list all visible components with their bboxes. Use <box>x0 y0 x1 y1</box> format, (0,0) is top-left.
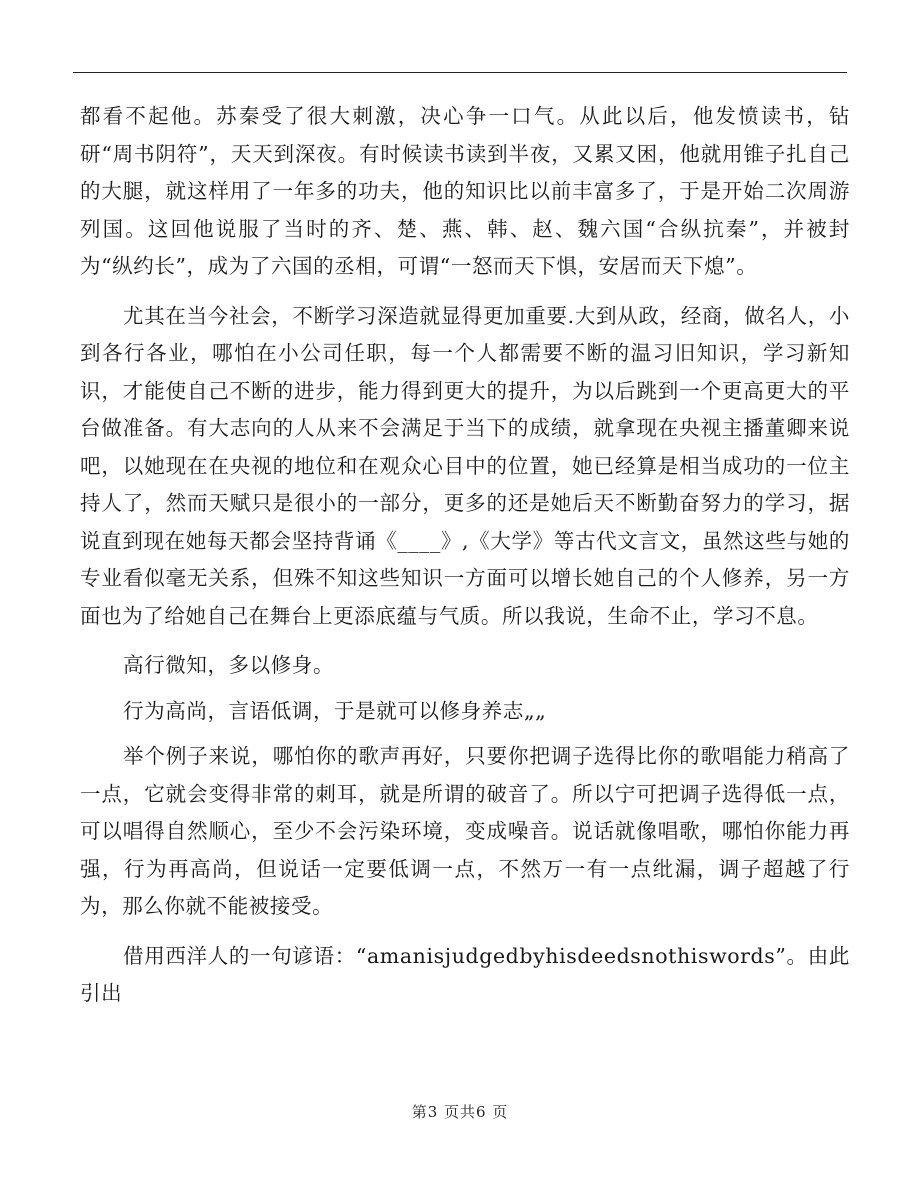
document-body <box>80 98 850 1013</box>
page-number: 第3 页共6 页 <box>411 1103 509 1121</box>
paragraph-proverb: 借用西洋人的一句谚语：“amanisjudgedbyhisdeedsnothiswords”。由此引出 <box>80 943 850 1005</box>
header-rule <box>73 72 847 73</box>
paragraph-su-qin-story: 都看不起他。苏秦受了很大刺激，决心争一口气。从此以后，他发愤读书，钻研“周书阴符”，天天到深夜。有时候读书读到半夜，又累又困，他就用锥子扎自己的大腿，就这样用了一年多的功夫，他的知识比以前丰富多了，于是开始二次周游列国。这回他说服了当时的齐、楚、燕、韩、赵、魏六国“合纵抗秦”，并被封为“纵约长”，成为了六国的丞相，可谓“一怒而天下惧，安居而天下熄”。 <box>80 104 850 278</box>
paragraph-singing-example: 举个例子来说，哪怕你的歌声再好，只要你把调子选得比你的歌唱能力稍高了一点，它就会变得非常的刺耳，就是所谓的破音了。所以宁可把调子选得低一点，可以唱得自然顺心，至少不会污染环境，变成噪音。说话就像唱歌，哪怕你能力再强，行为再高尚，但说话一定要低调一点，不然万一有一点纰漏，调子超越了行为，那么你就不能被接受。 <box>80 744 850 918</box>
paragraph-continuous-learning: 尤其在当今社会，不断学习深造就显得更加重要.大到从政，经商，做名人，小到各行各业，哪怕在小公司任职，每一个人都需要不断的温习旧知识，学习新知识，才能使自己不断的进步，能力得到更大的提升，为以后跳到一个更高更大的平台做准备。有大志向的人从来不会满足于当下的成绩，就拿现在央视主播董卿来说吧，以她现在在央视的地位和在观众心目中的位置，她已经算是相当成功的一位主持人了，然而天赋只是很小的一部分，更多的还是她后天不断勤奋努力的学习，据说直到现在她每天都会坚持背诵《____》,《大学》等古代文言文，虽然这些与她的专业看似毫无关系，但殊不知这些知识一方面可以增长她自己的个人修养，另一方面也为了给她自己在舞台上更添底蕴与气质。所以我说，生命不止，学习不息。 <box>80 303 850 628</box>
paragraph-motto: 高行微知，多以修身。 <box>123 653 335 677</box>
paragraph-conduct: 行为高尚，言语低调，于是就可以修身养志„„ <box>123 698 547 723</box>
